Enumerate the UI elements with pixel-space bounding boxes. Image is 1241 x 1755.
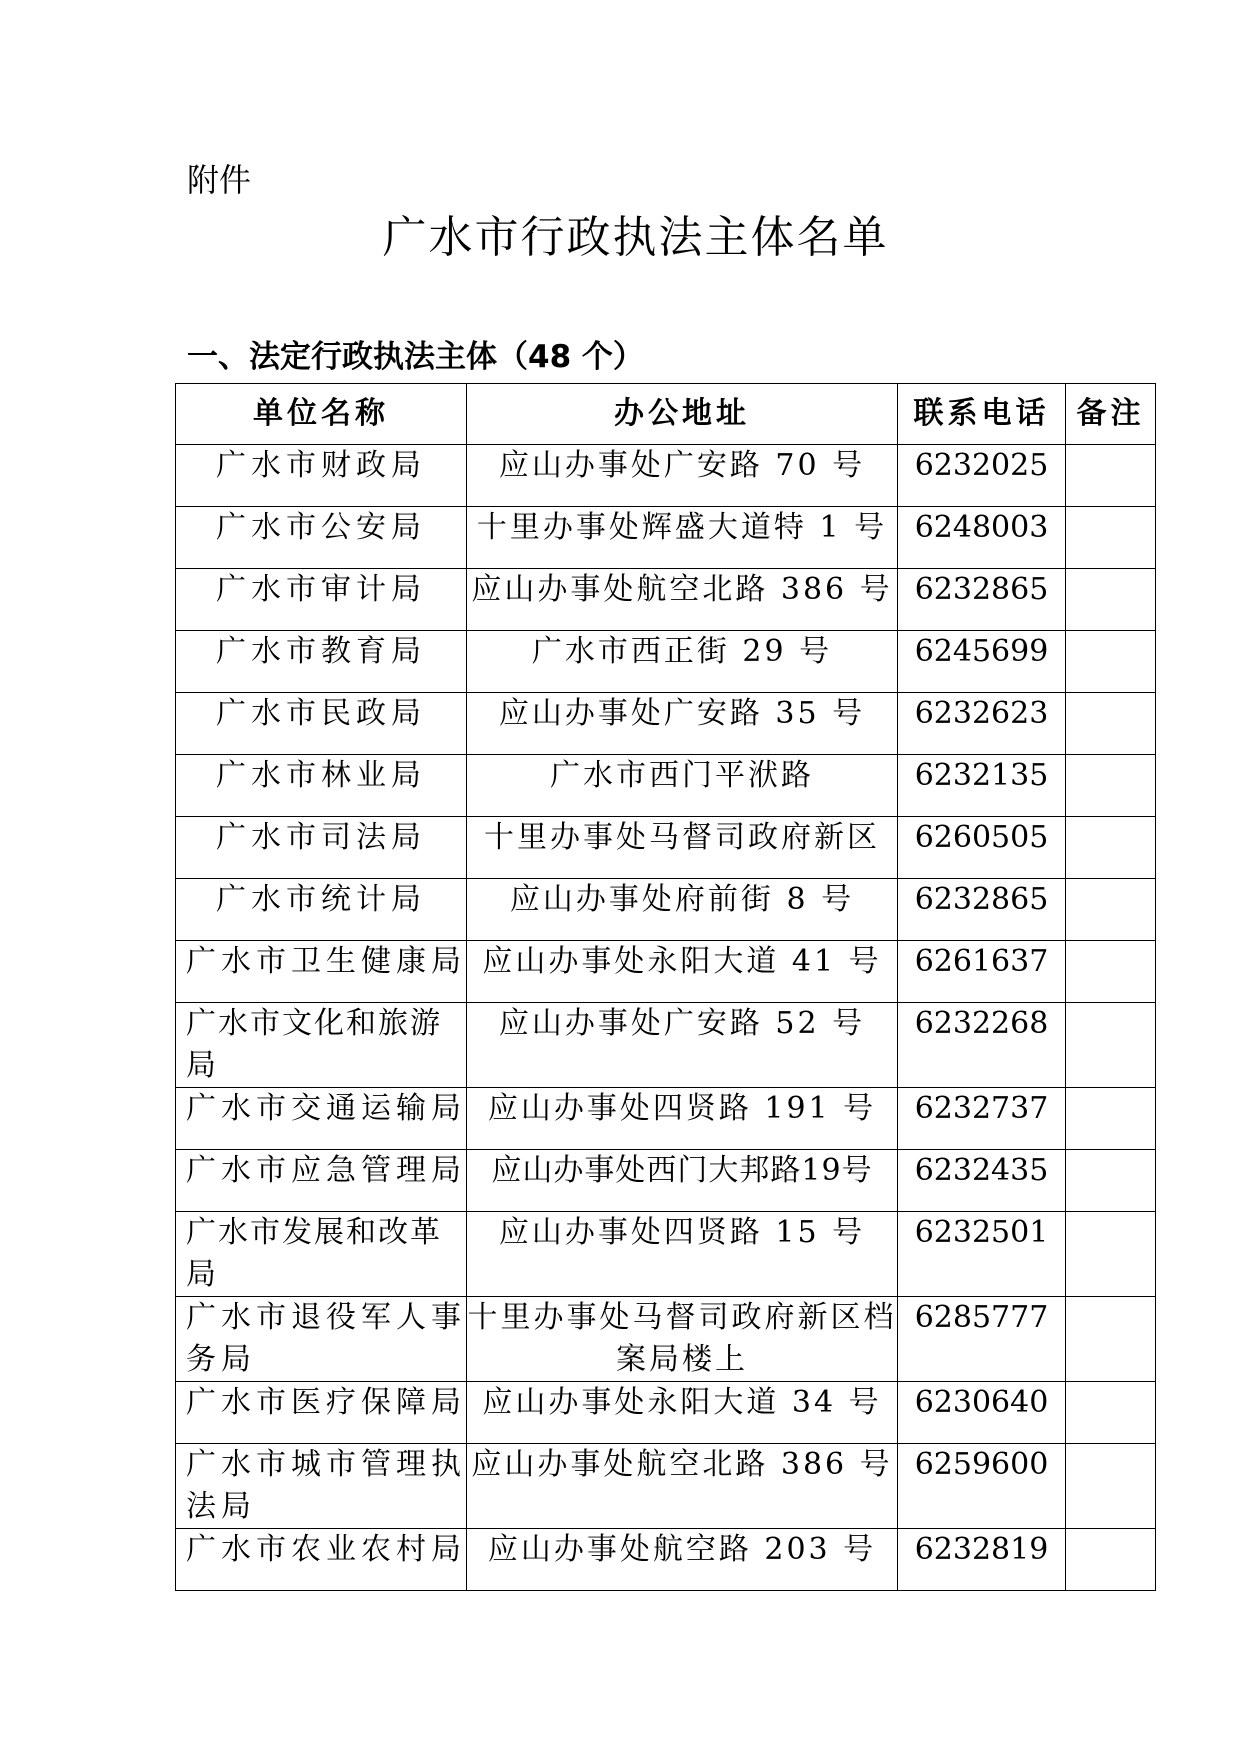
phone-cell: 6232135 xyxy=(898,755,1066,817)
header-office-address: 办公地址 xyxy=(467,384,898,445)
remarks-cell xyxy=(1066,1529,1156,1591)
address-cell: 应山办事处广安路 35 号 xyxy=(467,693,898,755)
table-row xyxy=(176,693,1156,755)
address-cell: 应山办事处广安路 52 号 xyxy=(467,1003,898,1088)
address-cell: 广水市西门平洑路 xyxy=(467,755,898,817)
header-unit-name: 单位名称 xyxy=(176,384,467,445)
phone-cell: 6232865 xyxy=(898,879,1066,941)
table-row xyxy=(176,755,1156,817)
unit-name-cell: 广水市审计局 xyxy=(176,569,467,631)
remarks-cell xyxy=(1066,1003,1156,1088)
phone-cell: 6259600 xyxy=(898,1444,1066,1529)
document-title: 广水市行政执法主体名单 xyxy=(382,212,889,263)
unit-name-cell: 广水市林业局 xyxy=(176,755,467,817)
table-row xyxy=(176,941,1156,1003)
unit-name-cell: 广水市医疗保障局 xyxy=(176,1382,467,1444)
phone-cell: 6232435 xyxy=(898,1150,1066,1212)
table-row xyxy=(176,1150,1156,1212)
table-row xyxy=(176,569,1156,631)
address-cell: 应山办事处航空北路 386 号 xyxy=(467,569,898,631)
unit-name-cell: 广水市文化和旅游局 xyxy=(176,1003,467,1088)
remarks-cell xyxy=(1066,445,1156,507)
table-row xyxy=(176,1529,1156,1591)
address-cell: 应山办事处航空北路 386 号 xyxy=(467,1444,898,1529)
unit-name-cell: 广水市司法局 xyxy=(176,817,467,879)
address-cell: 广水市西正街 29 号 xyxy=(467,631,898,693)
remarks-cell xyxy=(1066,1444,1156,1529)
unit-name-cell: 广水市统计局 xyxy=(176,879,467,941)
address-cell: 应山办事处四贤路 15 号 xyxy=(467,1212,898,1297)
address-cell: 应山办事处四贤路 191 号 xyxy=(467,1088,898,1150)
unit-name-cell: 广水市农业农村局 xyxy=(176,1529,467,1591)
phone-cell: 6248003 xyxy=(898,507,1066,569)
table-row xyxy=(176,879,1156,941)
table-header-row xyxy=(176,384,1156,445)
remarks-cell xyxy=(1066,879,1156,941)
remarks-cell xyxy=(1066,693,1156,755)
table-row xyxy=(176,1003,1156,1088)
phone-cell: 6245699 xyxy=(898,631,1066,693)
remarks-cell xyxy=(1066,1297,1156,1382)
unit-name-cell: 广水市公安局 xyxy=(176,507,467,569)
unit-name-cell: 广水市退役军人事务局 xyxy=(176,1297,467,1382)
enforcement-entity-table xyxy=(175,383,1156,1591)
address-cell: 十里办事处马督司政府新区 xyxy=(467,817,898,879)
unit-name-cell: 广水市卫生健康局 xyxy=(176,941,467,1003)
phone-cell: 6285777 xyxy=(898,1297,1066,1382)
section-heading: 一、法定行政执法主体（48 个） xyxy=(187,339,644,375)
header-remarks: 备注 xyxy=(1066,384,1156,445)
remarks-cell xyxy=(1066,1212,1156,1297)
remarks-cell xyxy=(1066,817,1156,879)
address-cell: 应山办事处永阳大道 34 号 xyxy=(467,1382,898,1444)
phone-cell: 6232737 xyxy=(898,1088,1066,1150)
unit-name-cell: 广水市城市管理执法局 xyxy=(176,1444,467,1529)
unit-name-cell: 广水市民政局 xyxy=(176,693,467,755)
address-cell: 十里办事处马督司政府新区档案局楼上 xyxy=(467,1297,898,1382)
unit-name-cell: 广水市应急管理局 xyxy=(176,1150,467,1212)
table-row xyxy=(176,1212,1156,1297)
table-row xyxy=(176,1444,1156,1529)
unit-name-cell: 广水市发展和改革局 xyxy=(176,1212,467,1297)
remarks-cell xyxy=(1066,1150,1156,1212)
remarks-cell xyxy=(1066,631,1156,693)
phone-cell: 6232865 xyxy=(898,569,1066,631)
address-cell: 应山办事处航空路 203 号 xyxy=(467,1529,898,1591)
phone-cell: 6230640 xyxy=(898,1382,1066,1444)
phone-cell: 6232623 xyxy=(898,693,1066,755)
phone-cell: 6232501 xyxy=(898,1212,1066,1297)
unit-name-cell: 广水市财政局 xyxy=(176,445,467,507)
remarks-cell xyxy=(1066,569,1156,631)
table-row xyxy=(176,1297,1156,1382)
attachment-label: 附件 xyxy=(187,161,252,199)
header-contact-phone: 联系电话 xyxy=(898,384,1066,445)
phone-cell: 6232268 xyxy=(898,1003,1066,1088)
table-row xyxy=(176,1088,1156,1150)
unit-name-cell: 广水市交通运输局 xyxy=(176,1088,467,1150)
address-cell: 十里办事处辉盛大道特 1 号 xyxy=(467,507,898,569)
remarks-cell xyxy=(1066,941,1156,1003)
address-cell: 应山办事处西门大邦路19号 xyxy=(467,1150,898,1212)
remarks-cell xyxy=(1066,755,1156,817)
remarks-cell xyxy=(1066,1382,1156,1444)
table-row xyxy=(176,507,1156,569)
phone-cell: 6260505 xyxy=(898,817,1066,879)
table-row xyxy=(176,1382,1156,1444)
table-row xyxy=(176,817,1156,879)
remarks-cell xyxy=(1066,507,1156,569)
remarks-cell xyxy=(1066,1088,1156,1150)
phone-cell: 6232819 xyxy=(898,1529,1066,1591)
unit-name-cell: 广水市教育局 xyxy=(176,631,467,693)
address-cell: 应山办事处广安路 70 号 xyxy=(467,445,898,507)
address-cell: 应山办事处府前街 8 号 xyxy=(467,879,898,941)
phone-cell: 6261637 xyxy=(898,941,1066,1003)
address-cell: 应山办事处永阳大道 41 号 xyxy=(467,941,898,1003)
table-row xyxy=(176,631,1156,693)
table-row xyxy=(176,445,1156,507)
phone-cell: 6232025 xyxy=(898,445,1066,507)
